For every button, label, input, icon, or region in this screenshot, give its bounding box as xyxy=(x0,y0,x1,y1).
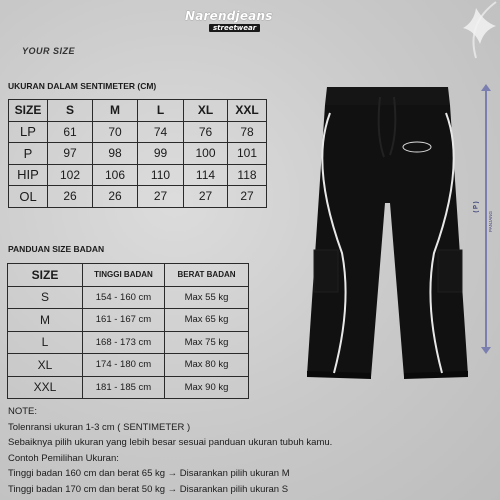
table-cell: Max 90 kg xyxy=(165,376,249,399)
table-cell: 181 - 185 cm xyxy=(83,376,165,399)
table-cell: L xyxy=(8,331,83,354)
table-cell: 174 - 180 cm xyxy=(83,354,165,377)
table-cell: Max 55 kg xyxy=(165,286,249,309)
note-line: Tolenransi ukuran 1-3 cm ( SENTIMETER ) xyxy=(8,421,191,433)
length-measure xyxy=(473,84,499,354)
body-size-guide-table xyxy=(7,263,249,399)
page-heading: YOUR SIZE xyxy=(22,46,76,56)
table-cell: Max 65 kg xyxy=(165,309,249,332)
table-cell: LP xyxy=(9,121,48,143)
table-cell: M xyxy=(8,309,83,332)
table-header-row xyxy=(8,264,249,287)
table-cell: 168 - 173 cm xyxy=(83,331,165,354)
header-cell: SIZE xyxy=(8,264,83,287)
table-cell: 97 xyxy=(48,143,93,165)
table-row xyxy=(8,286,249,309)
note-line: Contoh Pemilihan Ukuran: xyxy=(8,452,119,464)
table-cell: 74 xyxy=(138,121,184,143)
body-guide-title: PANDUAN SIZE BADAN xyxy=(8,244,105,254)
note-line: Tinggi badan 160 cm dan berat 65 kg → Disarankan pilih ukuran M xyxy=(8,468,290,480)
table-cell: Max 80 kg xyxy=(165,354,249,377)
table-header-row xyxy=(9,100,267,122)
header-cell: TINGGI BADAN xyxy=(83,264,165,287)
table-cell: 101 xyxy=(228,143,267,165)
note-line: NOTE: xyxy=(8,406,38,417)
table-cell: HIP xyxy=(9,164,48,186)
size-table-title: UKURAN DALAM SENTIMETER (CM) xyxy=(8,81,157,91)
brand-sub: streetwear xyxy=(209,24,260,32)
brand-name: Narendjeans xyxy=(185,9,273,23)
table-cell: 99 xyxy=(138,143,184,165)
brand-logo xyxy=(185,9,295,35)
header-cell: XL xyxy=(184,100,228,122)
table-cell: XXL xyxy=(8,376,83,399)
header-cell: M xyxy=(93,100,138,122)
table-cell: S xyxy=(8,286,83,309)
table-row xyxy=(9,186,267,208)
measure-label: ( P ) xyxy=(473,201,480,213)
table-row xyxy=(8,354,249,377)
table-cell: 27 xyxy=(228,186,267,208)
table-cell: 26 xyxy=(93,186,138,208)
table-cell: XL xyxy=(8,354,83,377)
table-cell: 27 xyxy=(138,186,184,208)
table-cell: 26 xyxy=(48,186,93,208)
table-cell: 102 xyxy=(48,164,93,186)
header-cell: L xyxy=(138,100,184,122)
notes-section xyxy=(8,404,332,498)
table-cell: 76 xyxy=(184,121,228,143)
header-cell: XXL xyxy=(228,100,267,122)
star-swoosh-icon xyxy=(446,0,498,62)
table-cell: 70 xyxy=(93,121,138,143)
table-cell: P xyxy=(9,143,48,165)
table-cell: 100 xyxy=(184,143,228,165)
cargo-pants-image xyxy=(300,75,475,395)
measure-line xyxy=(485,88,487,350)
table-cell: 78 xyxy=(228,121,267,143)
note-line: Tinggi badan 170 cm dan berat 50 kg → Disarankan pilih ukuran S xyxy=(8,483,289,495)
table-row xyxy=(9,121,267,143)
table-cell: 110 xyxy=(138,164,184,186)
table-cell: 118 xyxy=(228,164,267,186)
table-cell: 114 xyxy=(184,164,228,186)
arrow-down-icon xyxy=(481,347,491,354)
header-cell: BERAT BADAN xyxy=(165,264,249,287)
table-cell: Max 75 kg xyxy=(165,331,249,354)
table-cell: 98 xyxy=(93,143,138,165)
table-cell: 161 - 167 cm xyxy=(83,309,165,332)
note-line: Sebaiknya pilih ukuran yang lebih besar sesuai panduan ukuran tubuh kamu. xyxy=(8,437,333,449)
header-cell: SIZE xyxy=(9,100,48,122)
table-cell: 154 - 160 cm xyxy=(83,286,165,309)
table-row xyxy=(8,376,249,399)
table-cell: 106 xyxy=(93,164,138,186)
table-cell: 61 xyxy=(48,121,93,143)
table-row xyxy=(9,143,267,165)
size-table-cm xyxy=(8,99,267,208)
table-cell: 27 xyxy=(184,186,228,208)
measure-sub-label: PANJANG xyxy=(487,211,493,232)
table-cell: OL xyxy=(9,186,48,208)
header-cell: S xyxy=(48,100,93,122)
table-row xyxy=(8,331,249,354)
table-row xyxy=(9,164,267,186)
table-row xyxy=(8,309,249,332)
